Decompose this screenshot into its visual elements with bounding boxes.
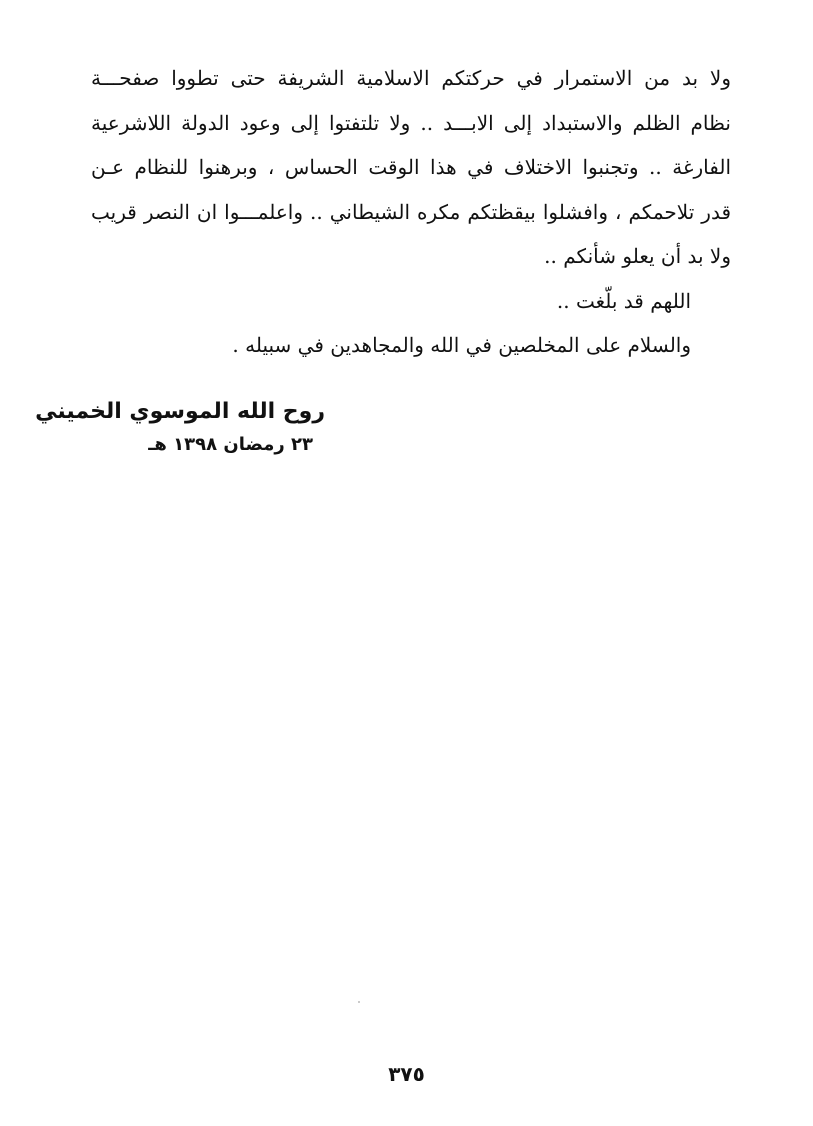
signature-date: ٢٣ رمضان ١٣٩٨ هـ <box>148 434 313 455</box>
signature-block <box>35 394 325 460</box>
body-line: نظام الظلم والاستبداد إلى الابـــد .. ولا تلتفتوا إلى وعود الدولة اللاشرعية <box>91 110 731 135</box>
closing-salutation: والسلام على المخلصين في الله والمجاهدين في سبيله . <box>232 333 691 357</box>
signature-name: روح الله الموسوي الخميني <box>35 399 325 424</box>
body-line: قدر تلاحمكم ، وافشلوا بيقظتكم مكره الشيطاني .. واعلمـــوا ان النصر قريب <box>91 199 731 224</box>
body-line: الفارغة .. وتجنبوا الاختلاف في هذا الوقت الحساس ، وبرهنوا للنظام عـن <box>91 155 731 179</box>
scan-speck <box>358 1001 360 1003</box>
page-number: ٣٧٥ <box>388 1062 425 1086</box>
message-body <box>91 56 731 368</box>
body-line: ولا بد أن يعلو شأنكم .. <box>544 244 731 268</box>
closing-prayer: اللهم قد بلّغت .. <box>556 288 691 313</box>
body-line: ولا بد من الاستمرار في حركتكم الاسلامية الشريفة حتى تطووا صفحـــة <box>91 66 731 90</box>
